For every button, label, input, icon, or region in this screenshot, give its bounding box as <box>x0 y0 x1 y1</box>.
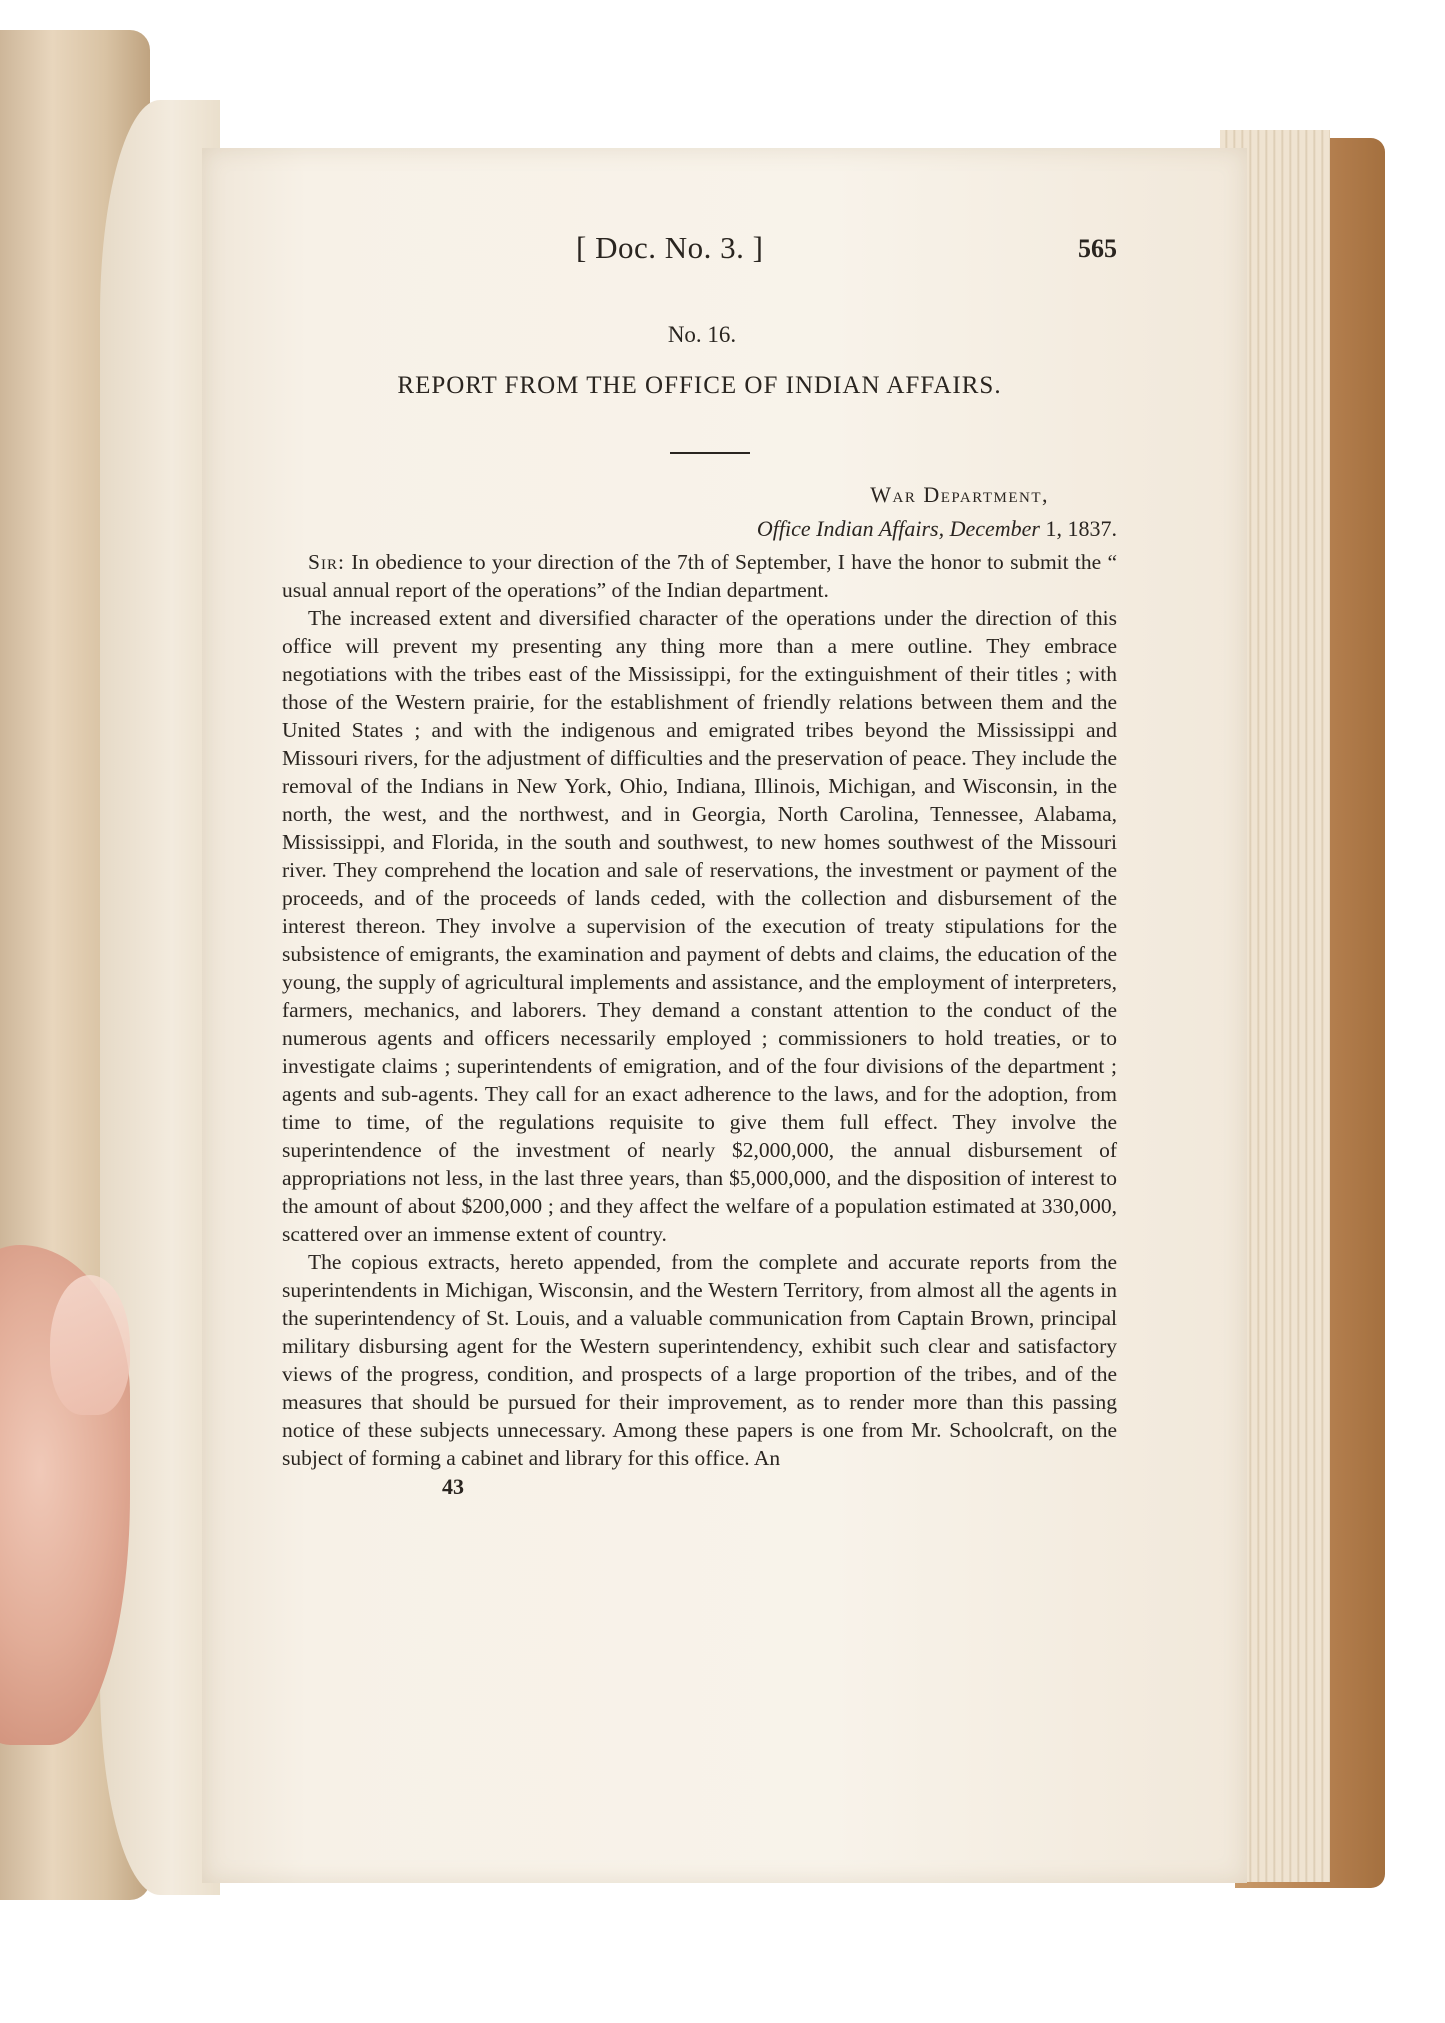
paragraph-3: The copious extracts, hereto appended, from the complete and accurate reports from the superintendents in Michigan, Wisconsin, and the Western Territory, from almost all the agents in the superintendency of St. Louis, and a valuable communication from Captain Brown, principal military disbursing agent for the Western superintendency, exhibit such clear and satisfactory views of the progress, condition, and prospects of a large proportion of the tribes, and of the measures that should be pursued for their improvement, as to render more than this passing notice of these subjects unnecessary. Among these papers is one from Mr. Schoolcraft, on the subject of forming a cabinet and library for this office. An <box>282 1250 1117 1470</box>
report-number: No. 16. <box>667 322 737 347</box>
paragraph-1 <box>282 548 1117 604</box>
paragraph-2: The increased extent and diversified character of the operations under the direction of this office will prevent my presenting any thing more than a mere outline. They embrace negotiations with the tribes east of the Mississippi, for the extinguishment of their titles ; with those of the Western prairie, for the establishment of friendly relations between them and the United States ; and with the indigenous and emigrated tribes beyond the Mississippi and Missouri rivers, for the adjustment of difficulties and the preservation of peace. They include the removal of the Indians in New York, Ohio, Indiana, Illinois, Michigan, and Wisconsin, in the north, the west, and the northwest, and in Georgia, North Carolina, Tennessee, Alabama, Mississippi, and Florida, in the south and southwest, to new homes southwest of the Missouri river. They comprehend the location and sale of reservations, the investment or payment of the proceeds, and of the proceeds of lands ceded, with the collection and disbursement of the interest thereon. They involve a supervision of the execution of treaty stipulations for the subsistence of emigrants, the examination and payment of debts and claims, the education of the young, the supply of agricultural implements and assistance, and the employment of interpreters, farmers, mechanics, and laborers. They demand a constant attention to the conduct of the numerous agents and officers necessarily employed ; commissioners to hold treaties, or to investigate claims ; superintendents of emigration, and of the four divisions of the department ; agents and sub-agents. They call for an exact adherence to the laws, and for the adoption, from time to time, of the regulations requisite to give them full effect. They involve the superintendence of the investment of nearly $2,000,000, the annual disbursement of appropriations not less, in the last three years, than $5,000,000, and the disposition of interest to the amount of about $200,000 ; and they affect the welfare of a population estimated at 330,000, scattered over an immense extent of country. <box>282 606 1117 1246</box>
doc-label: [ Doc. No. 3. ] <box>576 230 764 265</box>
running-header <box>282 230 1117 290</box>
page-text <box>282 230 1117 1500</box>
divider-rule <box>670 452 750 454</box>
paragraph-1-text: In obedience to your direction of the 7th of September, I have the honor to submit the “ usual annual report of the operations” of the Indian department. <box>282 550 1118 602</box>
office-date-plain: 1, 1837. <box>1040 516 1117 541</box>
signature-mark: 43 <box>442 1474 464 1499</box>
report-title: REPORT FROM THE OFFICE OF INDIAN AFFAIRS. <box>397 372 1002 399</box>
salutation: Sir: <box>308 550 345 574</box>
page-number: 565 <box>1078 234 1117 263</box>
office-date-italic: Office Indian Affairs, December <box>756 516 1040 541</box>
thumb-highlight <box>50 1275 130 1415</box>
office-date-line <box>282 516 1117 542</box>
department-line: War Department, <box>870 482 1049 507</box>
